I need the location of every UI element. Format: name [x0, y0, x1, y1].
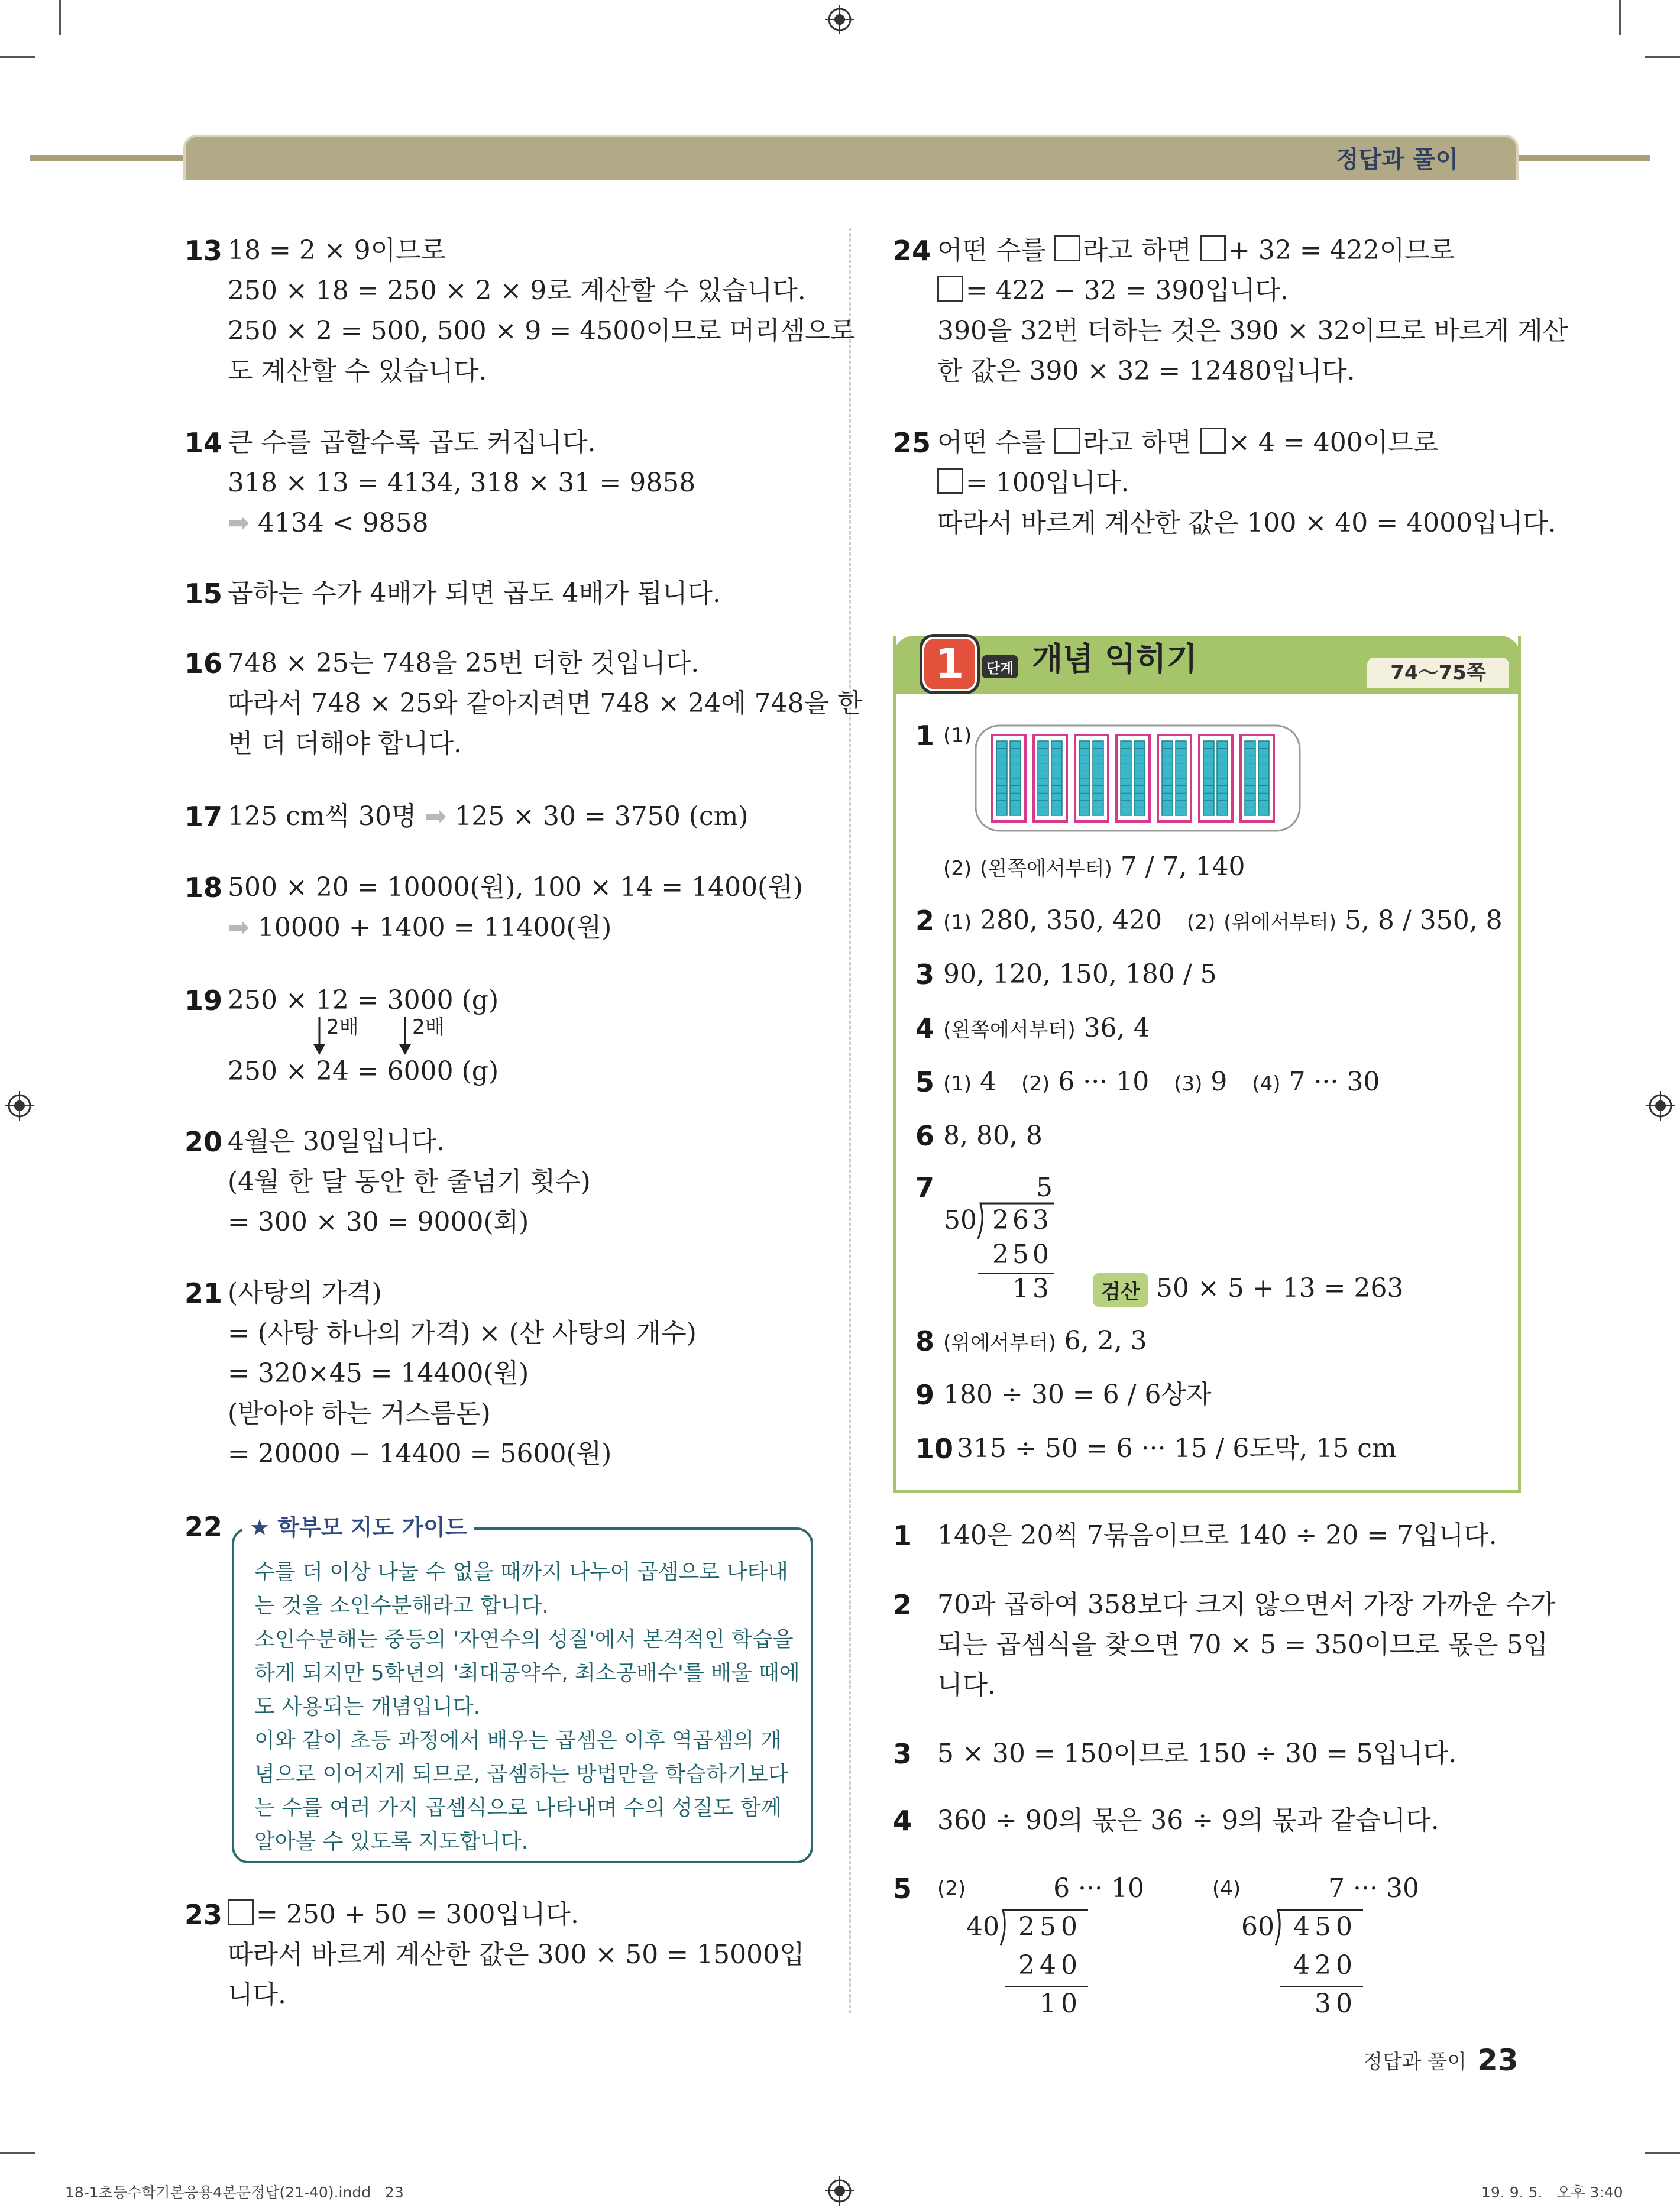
answer-line: 니다.	[937, 1670, 996, 1700]
crop-mark	[59, 0, 61, 35]
arrow-right-icon: ➡	[228, 508, 250, 538]
sub-label: (1)	[943, 724, 972, 747]
answer-line: (위에서부터) 6, 2, 3	[943, 1326, 1147, 1356]
question-number: 18	[184, 872, 223, 904]
answer-line: 8, 80, 8	[943, 1121, 1043, 1151]
answer-line: (1) 4 (2) 6 ··· 10 (3) 9 (4) 7 ··· 30	[943, 1067, 1380, 1097]
answer-line: (4월 한 달 동안 한 줄넘기 횟수)	[228, 1167, 591, 1197]
guide-line: 는 수를 여러 가지 곱셈식으로 나타내며 수의 성질도 함께	[254, 1796, 782, 1820]
answer-line: = 100입니다.	[937, 463, 1129, 503]
dividend: 263	[992, 1205, 1053, 1235]
answer-line: 따라서 바르게 계산한 값은 300 × 50 = 15000입	[228, 1940, 805, 1970]
guide-line: 소인수분해는 중등의 '자연수의 성질'에서 본격적인 학습을	[254, 1627, 794, 1652]
arrow-right-icon: ➡	[425, 801, 447, 831]
remainder: 30	[1315, 1989, 1357, 2019]
answer-line: 니다.	[228, 1980, 286, 2010]
answer-line: = 300 × 30 = 9000(회)	[228, 1207, 529, 1237]
blank-box	[1054, 235, 1080, 261]
item-number: 7	[915, 1171, 935, 1203]
answer-line: 318 × 13 = 4134, 318 × 31 = 9858	[228, 468, 696, 498]
item-number: 10	[915, 1433, 954, 1465]
multiplier-label: 2배	[412, 1015, 445, 1039]
item-number: 8	[915, 1325, 935, 1357]
answer-line: 250 × 24 = 6000 (g)	[228, 1056, 499, 1086]
blank-box	[1054, 428, 1080, 454]
answer-line: 번 더 더해야 합니다.	[228, 729, 462, 759]
base-ten-blocks-figure	[975, 724, 1301, 832]
answer-line: ➡ 10000 + 1400 = 11400(원)	[228, 912, 612, 943]
blank-box	[937, 468, 963, 494]
file-info: 18-1초등수학기본응용4본문정답(21-40).indd 23	[65, 2184, 404, 2201]
stage-label: 단계	[982, 655, 1018, 678]
answer-line: 250 × 2 = 500, 500 × 9 = 4500이므로 머리셈으로	[228, 316, 856, 346]
blank-box	[1200, 235, 1226, 261]
check-equation: 50 × 5 + 13 = 263	[1156, 1273, 1404, 1303]
parent-guide-title: ★ 학부모 지도 가이드	[242, 1513, 474, 1542]
page-range: 74～75쪽	[1367, 658, 1509, 688]
multiplier-label: 2배	[326, 1015, 359, 1039]
divisor: 60	[1241, 1912, 1274, 1942]
answer-line: 90, 120, 150, 180 / 5	[943, 959, 1217, 989]
crop-mark	[1619, 0, 1621, 35]
answer-line: 한 값은 390 × 32 = 12480입니다.	[937, 356, 1355, 386]
question-number: 14	[184, 427, 223, 459]
answer-line: 곱하는 수가 4배가 되면 곱도 4배가 됩니다.	[228, 578, 721, 608]
question-number: 19	[184, 985, 223, 1017]
item-number: 4	[915, 1012, 935, 1044]
blank-box	[228, 1899, 254, 1925]
column-divider	[849, 228, 851, 2013]
solution-number: 3	[893, 1738, 912, 1770]
quotient: 7 ··· 30	[1328, 1873, 1419, 1904]
quotient: 5	[1036, 1173, 1053, 1203]
answer-line: 어떤 수를 라고 하면 × 4 = 400이므로	[937, 428, 1439, 458]
concept-title: 개념 익히기	[1032, 640, 1197, 678]
quotient: 6 ··· 10	[1053, 1873, 1144, 1904]
guide-line: 념으로 이어지게 되므로, 곱셈하는 방법만을 학습하기보다	[254, 1762, 789, 1786]
remainder: 13	[1012, 1274, 1053, 1304]
dividend: 250	[1018, 1912, 1082, 1942]
crop-mark	[1645, 56, 1680, 58]
answer-line: (왼쪽에서부터) 36, 4	[943, 1013, 1150, 1043]
sub-label: (4)	[1212, 1877, 1241, 1901]
guide-line: 하게 되지만 5학년의 '최대공약수, 최소공배수'를 배울 때에	[254, 1661, 800, 1685]
answer-line: 큰 수를 곱할수록 곱도 커집니다.	[228, 428, 596, 458]
answer-line: 125 cm씩 30명 ➡ 125 × 30 = 3750 (cm)	[228, 801, 749, 831]
arrow-right-icon: ➡	[228, 912, 250, 943]
guide-line: 알아볼 수 있도록 지도합니다.	[254, 1830, 529, 1854]
blank-box	[1200, 428, 1226, 454]
question-number: 24	[893, 235, 931, 267]
question-number: 23	[184, 1899, 223, 1931]
product: 250	[992, 1239, 1053, 1270]
answer-line: 되는 곱셈식을 찾으면 70 × 5 = 350이므로 몫은 5입	[937, 1630, 1549, 1660]
registration-mark-icon	[5, 1091, 34, 1121]
answer-line: 390을 32번 더하는 것은 390 × 32이므로 바르게 계산	[937, 316, 1568, 346]
product: 420	[1293, 1950, 1357, 1980]
crop-mark	[0, 2152, 35, 2154]
answer-line: 18 = 2 × 9이므로	[228, 235, 446, 266]
dividend: 450	[1293, 1912, 1357, 1942]
answer-line: 어떤 수를 라고 하면 + 32 = 422이므로	[937, 235, 1455, 266]
answer-line: 748 × 25는 748을 25번 더한 것입니다.	[228, 648, 700, 678]
page-number: 23	[1477, 2043, 1519, 2077]
footer-label: 정답과 풀이	[1363, 2050, 1467, 2074]
sub-label: (2)	[937, 1877, 966, 1901]
item-number: 1	[915, 720, 935, 752]
answer-line: (1) 280, 350, 420 (2) (위에서부터) 5, 8 / 350, 8	[943, 905, 1503, 935]
item-number: 3	[915, 959, 935, 990]
solution-number: 5	[893, 1873, 912, 1905]
print-timestamp: 19. 9. 5. 오후 3:40	[1481, 2184, 1623, 2201]
question-number: 17	[184, 801, 223, 833]
item-number: 2	[915, 905, 935, 937]
answer-line: (2) (왼쪽에서부터) 7 / 7, 140	[943, 852, 1245, 882]
answer-line: 따라서 바르게 계산한 값은 100 × 40 = 4000입니다.	[937, 508, 1556, 538]
answer-line: 500 × 20 = 10000(원), 100 × 14 = 1400(원)	[228, 872, 803, 902]
guide-line: 도 사용되는 개념입니다.	[254, 1695, 481, 1719]
remainder: 10	[1040, 1989, 1082, 2019]
answer-line: = 422 − 32 = 390입니다.	[937, 271, 1289, 311]
solution-number: 4	[893, 1805, 912, 1837]
guide-line: 는 것을 소인수분해라고 합니다.	[254, 1594, 549, 1618]
answer-line: 70과 곱하여 358보다 크지 않으면서 가장 가까운 수가	[937, 1590, 1556, 1620]
registration-mark-icon	[825, 2176, 854, 2206]
answer-line: (받아야 하는 거스름돈)	[228, 1399, 491, 1429]
header-tab	[183, 135, 1519, 180]
star-icon: ★	[250, 1514, 270, 1540]
product: 240	[1018, 1950, 1082, 1980]
guide-line: 이와 같이 초등 과정에서 배우는 곱셈은 이후 역곱셈의 개	[254, 1728, 782, 1753]
answer-line: 140은 20씩 7묶음이므로 140 ÷ 20 = 7입니다.	[937, 1520, 1497, 1550]
item-number: 9	[915, 1379, 935, 1411]
answer-line: 360 ÷ 90의 몫은 36 ÷ 9의 몫과 같습니다.	[937, 1805, 1439, 1836]
answer-line: 180 ÷ 30 = 6 / 6상자	[943, 1380, 1212, 1410]
item-number: 5	[915, 1066, 935, 1098]
divisor: 50	[944, 1205, 977, 1235]
divisor: 40	[966, 1912, 999, 1942]
item-number: 6	[915, 1120, 935, 1152]
answer-line: 5 × 30 = 150이므로 150 ÷ 30 = 5입니다.	[937, 1739, 1457, 1769]
answer-line: = 250 + 50 = 300입니다.	[228, 1895, 579, 1935]
page-title: 정답과 풀이	[1335, 146, 1458, 173]
answer-line: (사탕의 가격)	[228, 1278, 382, 1308]
blank-box	[937, 276, 963, 302]
question-number: 20	[184, 1126, 223, 1158]
question-number: 13	[184, 235, 223, 267]
answer-line: 250 × 12 = 3000 (g)	[228, 985, 499, 1015]
crop-mark	[0, 56, 35, 58]
answer-line: = (사탕 하나의 가격) × (산 사탕의 개수)	[228, 1318, 697, 1348]
check-label: 검산	[1093, 1273, 1148, 1307]
answer-line: 315 ÷ 50 = 6 ··· 15 / 6도막, 15 cm	[957, 1433, 1397, 1464]
question-number: 22	[184, 1511, 223, 1543]
answer-line: ➡ 4134 < 9858	[228, 508, 429, 538]
answer-line: 따라서 748 × 25와 같아지려면 748 × 24에 748을 한	[228, 688, 863, 718]
answer-line: = 20000 − 14400 = 5600(원)	[228, 1439, 612, 1469]
question-number: 25	[893, 427, 931, 459]
answer-line: 도 계산할 수 있습니다.	[228, 356, 487, 386]
answer-line: 4월은 30일입니다.	[228, 1126, 445, 1157]
solution-number: 2	[893, 1589, 912, 1621]
crop-mark	[1645, 2152, 1680, 2154]
stage-number: 1	[924, 639, 975, 689]
registration-mark-icon	[1646, 1091, 1675, 1121]
solution-number: 1	[893, 1520, 912, 1552]
answer-line: = 320×45 = 14400(원)	[228, 1358, 529, 1388]
answer-line: 250 × 18 = 250 × 2 × 9로 계산할 수 있습니다.	[228, 276, 806, 306]
question-number: 21	[184, 1277, 223, 1309]
question-number: 16	[184, 648, 223, 679]
question-number: 15	[184, 578, 223, 610]
registration-mark-icon	[825, 5, 854, 34]
guide-line: 수를 더 이상 나눌 수 없을 때까지 나누어 곱셈으로 나타내	[254, 1560, 788, 1584]
